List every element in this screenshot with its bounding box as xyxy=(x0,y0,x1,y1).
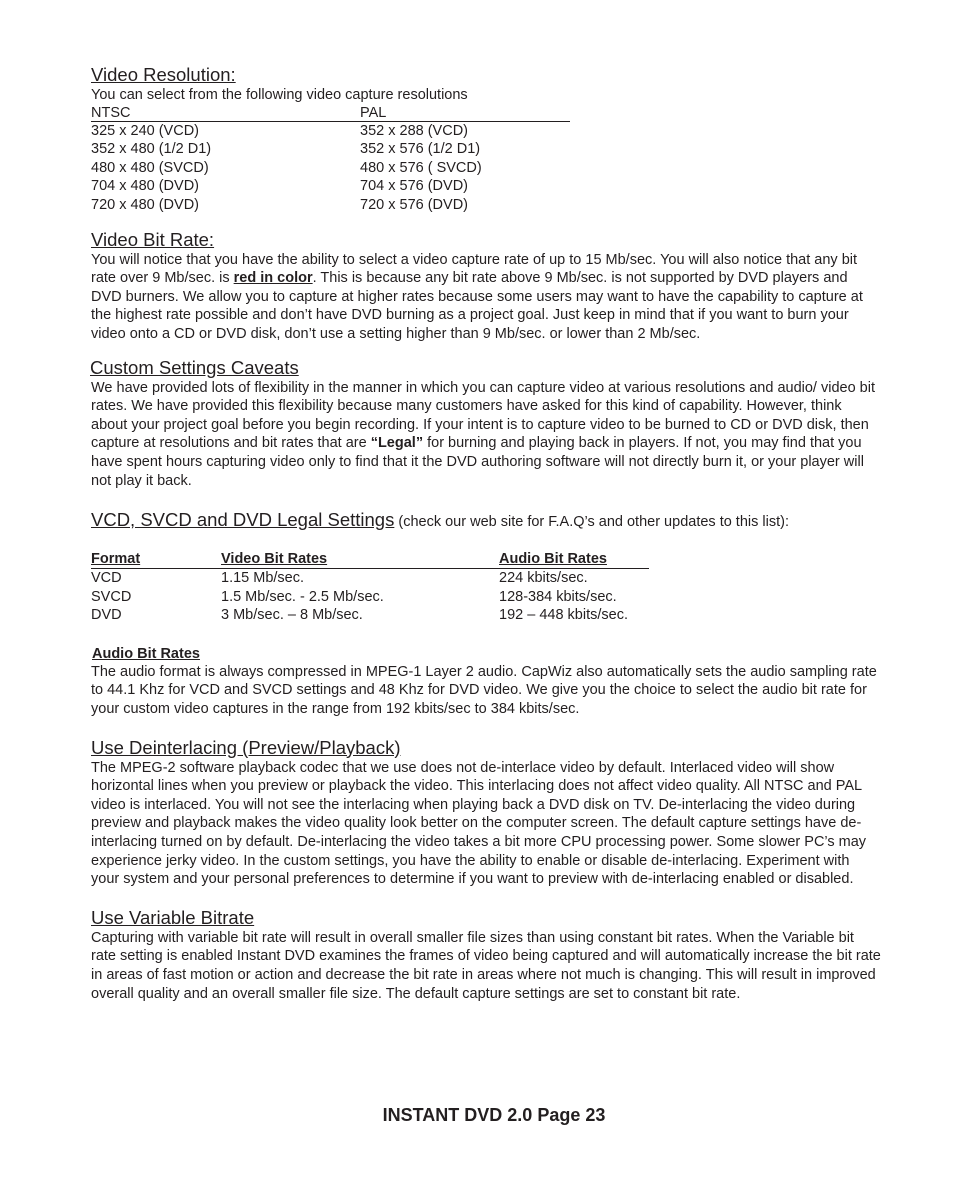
page-footer: INSTANT DVD 2.0 Page 23 xyxy=(382,1105,606,1125)
deinterlacing-text: The MPEG-2 software playback codec that we use does not de-interlace video by default. Interlaced video will show horizontal lines when you preview or playback the video. This interlacing does not affect video quality. All NTSC and PAL video is interlaced. You will not see the interlacing when playing back a DVD disk on TV. De-interlacing the video during preview and playback makes the video quality look better on the computer screen. The default capture settings have de-interlacing turned on by default. De-interlacing the video takes a bit more CPU processing power. Some slower PC’s may experience jerky video. In the custom settings, you have the ability to enable or disable de-interlacing. Experiment with your system and your personal preferences to determine if you want to preview with de-interlacing enabled or disabled. xyxy=(91,759,867,888)
table-row xyxy=(91,121,570,140)
audio-bit-rates-text: The audio format is always compressed in MPEG-1 Layer 2 audio. CapWiz also automatically sets the audio sampling rate to 44.1 Khz for VCD and SVCD settings and 48 Khz for DVD video. We give you the choice to select the audio bit rate for your custom video captures in the range from 192 kbits/sec to 384 kbits/sec. xyxy=(91,663,877,718)
legal-emphasis: “Legal” xyxy=(370,435,424,452)
ntsc-cell: 352 x 480 (1/2 D1) xyxy=(91,141,212,158)
video-rate-cell: 3 Mb/sec. – 8 Mb/sec. xyxy=(221,607,363,624)
video-resolution-intro: You can select from the following video capture resolutions xyxy=(91,87,468,103)
video-bit-rate-heading: Video Bit Rate: xyxy=(91,228,215,250)
video-rate-cell: 1.5 Mb/sec. - 2.5 Mb/sec. xyxy=(221,588,384,605)
format-column-header xyxy=(91,550,221,569)
ntsc-cell: 480 x 480 (SVCD) xyxy=(91,159,209,176)
pal-cell: 352 x 288 (VCD) xyxy=(360,122,468,139)
header-label: Format xyxy=(91,551,141,568)
audio-rate-cell: 224 kbits/sec. xyxy=(499,570,588,587)
legal-settings-heading-line xyxy=(91,509,881,533)
ntsc-cell: 325 x 240 (VCD) xyxy=(91,122,199,139)
custom-settings-heading: Custom Settings Caveats xyxy=(90,356,299,378)
pal-cell: 352 x 576 (1/2 D1) xyxy=(360,141,481,158)
audio-bit-rates-heading: Audio Bit Rates xyxy=(92,645,200,662)
pal-cell: 704 x 576 (DVD) xyxy=(360,178,468,195)
text-segment: . This is because any bit rate above 9 Mb/sec. is not supported by DVD players and DVD burners. We allow you to capture at higher rates because some users may want to have the capability to capture at the highest rate possible and don’t have DVD burning as a project goal. Just keep in mind that if you want to burn your video onto a CD or DVD disk, don’t use a setting higher than 9 Mb/sec. or lower than 2 Mb/sec. xyxy=(91,270,863,342)
format-cell: VCD xyxy=(91,570,122,587)
pal-cell: 720 x 576 (DVD) xyxy=(360,196,468,213)
text-segment: You will notice that you have the ability to select a video capture rate of up to 15 Mb/sec. You will also notice that any bit rate over 9 Mb/sec. is xyxy=(91,251,858,287)
video-bit-rate-text xyxy=(91,251,881,344)
table-row xyxy=(91,196,570,215)
table-row xyxy=(91,606,649,625)
text-segment: We have provided lots of flexibility in the manner in which you can capture video at various resolutions and audio/ video bit rates. We have provided this flexibility because many customers have asked for this kind of capability. However, think about your project goal before you begin recording. If your intent is to capture video to be burned to CD or DVD disk, then capture at resolutions and bit rates that are xyxy=(91,379,875,452)
legal-settings-table xyxy=(91,550,649,625)
legal-settings-note: (check our web site for F.A.Q’s and other updates to this list): xyxy=(394,514,789,531)
header-label: Audio Bit Rates xyxy=(499,551,607,568)
variable-bitrate-text: Capturing with variable bit rate will result in overall smaller file sizes than using constant bit rates. When the Variable bit rate setting is enabled Instant DVD examines the frames of video being captured and will automatically increase the bit rate in areas of fast motion or action and decrease the bit rate in areas where not much is changing. This will result in improved overall quality and an overall smaller file size. The default capture settings are set to constant bit rate. xyxy=(91,929,881,1002)
table-row xyxy=(91,177,570,196)
ntsc-cell: 704 x 480 (DVD) xyxy=(91,178,199,195)
resolution-table xyxy=(91,105,570,215)
table-row xyxy=(91,159,570,178)
audio-rate-cell: 128-384 kbits/sec. xyxy=(499,588,617,605)
text-segment: for burning and playing back in players. If not, you may find that you have spent hours capturing video only to find that it the DVD authoring software will not directly burn it, or your player will not play it back. xyxy=(91,435,864,489)
variable-bitrate-heading: Use Variable Bitrate xyxy=(91,906,255,928)
red-in-color-emphasis: red in color xyxy=(233,270,313,287)
table-row xyxy=(91,140,570,159)
video-rate-cell: 1.15 Mb/sec. xyxy=(221,570,305,587)
deinterlacing-heading: Use Deinterlacing (Preview/Playback) xyxy=(91,736,401,758)
video-bit-rates-column-header xyxy=(221,550,499,569)
pal-column-header: PAL xyxy=(360,105,570,122)
video-resolution-heading: Video Resolution: xyxy=(91,64,236,85)
custom-settings-text xyxy=(91,379,881,491)
format-cell: SVCD xyxy=(91,588,132,605)
table-row xyxy=(91,588,649,607)
audio-rate-cell: 192 – 448 kbits/sec. xyxy=(499,607,628,624)
pal-cell: 480 x 576 ( SVCD) xyxy=(360,159,482,176)
ntsc-cell: 720 x 480 (DVD) xyxy=(91,196,199,213)
format-cell: DVD xyxy=(91,607,122,624)
legal-settings-heading: VCD, SVCD and DVD Legal Settings xyxy=(91,509,395,531)
ntsc-column-header: NTSC xyxy=(91,105,360,122)
table-row xyxy=(91,569,649,588)
manual-page xyxy=(91,64,881,1003)
header-label: Video Bit Rates xyxy=(221,551,328,568)
audio-bit-rates-column-header xyxy=(499,550,649,569)
